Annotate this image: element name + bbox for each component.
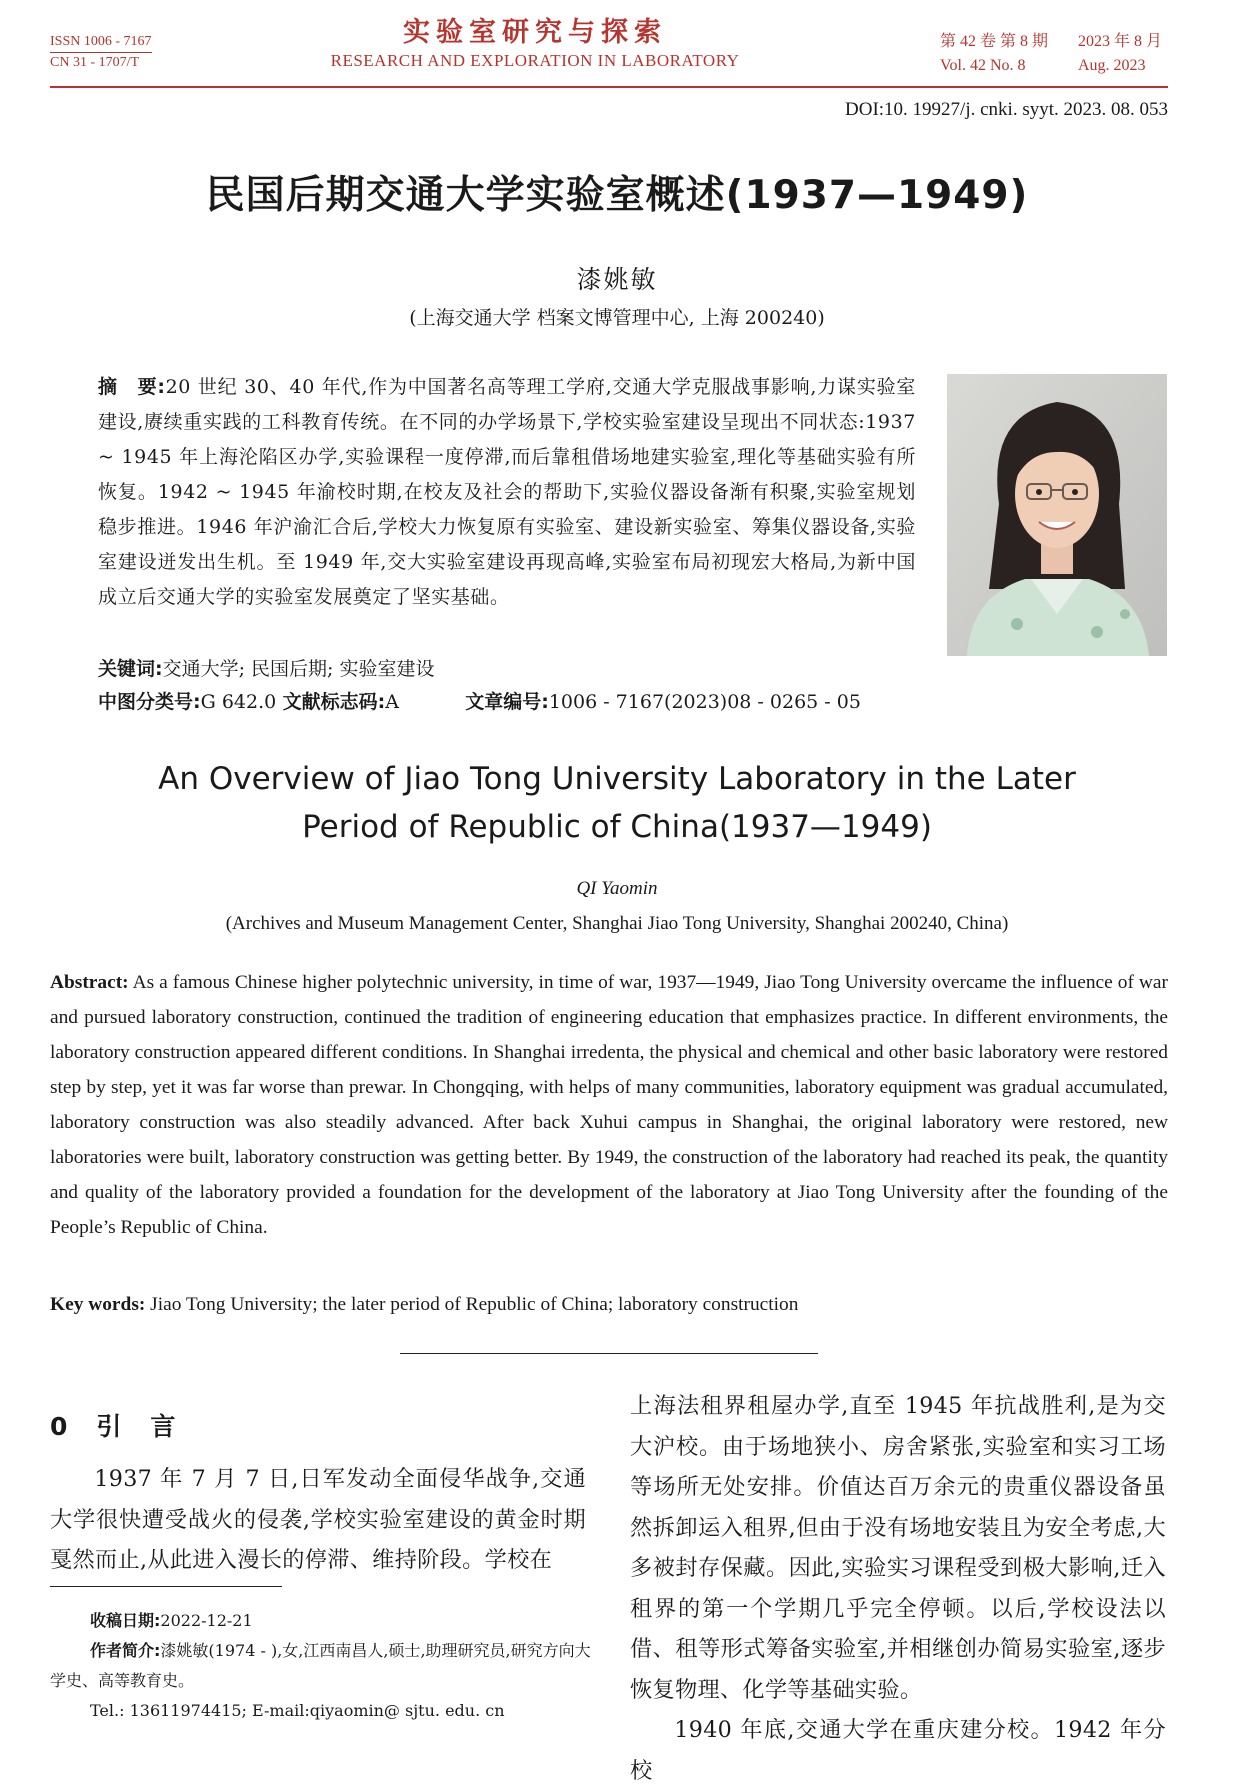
volume-en: Vol. 42 No. 8 (940, 57, 1026, 74)
doi: DOI:10. 19927/j. cnki. syyt. 2023. 08. 053 (845, 99, 1168, 120)
journal-name-block (300, 16, 770, 72)
paragraph: 上海法租界租屋办学,直至 1945 年抗战胜利,是为交大沪校。由于场地狭小、房舍紧张,实验室和实习工场等场所无处安排。价值达百万余元的贵重仪器设备虽然拆卸运入租界,但由于没有场地安装且为安全考虑,大多被封存保藏。因此,实验实习课程受到极大影响,迁入租界的第一个学期几乎完全停顿。以后,学校设法以借、租等形式筹备实验室,并相继创办简易实验室,逐步恢复物理、化学等基础实验。 (630, 1393, 1166, 1703)
article-number-value: 1006 - 7167(2023)08 - 0265 - 05 (548, 691, 861, 713)
received-label: 收稿日期: (90, 1611, 161, 1630)
affiliation-cn: (上海交通大学 档案文博管理中心, 上海 200240) (409, 307, 825, 329)
author-cn: 漆姚敏 (576, 265, 658, 294)
footnotes (50, 1606, 600, 1726)
classification-row (98, 687, 861, 714)
abstract-cn-text: 20 世纪 30、40 年代,作为中国著名高等理工学府,交通大学克服战事影响,力谋实验室建设,赓续重实践的工科教育传统。在不同的办学场景下,学校实验室建设呈现出不同状态:1937 ~ 1945 年上海沦陷区办学,实验课程一度停滞,而后靠租借场地建实验室,理化等基础实验有所恢复。1942 ~ 1945 年渝校时期,在校友及社会的帮助下,实验仪器设备渐有积聚,实验室规划稳步推进。1946 年沪渝汇合后,学校大力恢复原有实验室、建设新实验室、筹集仪器设备,实验室建设迸发出生机。至 1949 年,交大实验室建设再现高峰,实验室布局初现宏大格局,为新中国成立后交通大学的实验室发展奠定了坚实基础。 (98, 376, 917, 608)
article-title-en (0, 755, 1234, 851)
received-date: 2022-12-21 (160, 1611, 253, 1630)
body-column-left (50, 1459, 586, 1581)
abstract-en (50, 965, 1168, 1245)
title-en-line1: An Overview of Jiao Tong University Laboratory in the Later (158, 761, 1076, 797)
keywords-cn-label: 关键词: (98, 658, 163, 680)
date-en: Aug. 2023 (1078, 57, 1146, 74)
clc-label: 中图分类号: (98, 691, 201, 713)
keywords-cn (98, 652, 435, 687)
body-column-right (630, 1386, 1166, 1791)
doc-code-value: A (385, 691, 399, 713)
author-bio-label: 作者简介: (90, 1641, 161, 1660)
keywords-en-text: Jiao Tong University; the later period of Republic of China; laboratory construction (145, 1294, 799, 1315)
cn-number: CN 31 - 1707/T (50, 52, 152, 72)
date-cn: 2023 年 8 月 (1078, 33, 1163, 50)
keywords-en (50, 1287, 1168, 1322)
author-portrait-image (947, 374, 1167, 656)
author-photo (947, 374, 1167, 656)
footnote-rule (50, 1586, 282, 1587)
abstract-en-text: As a famous Chinese higher polytechnic university, in time of war, 1937—1949, Jiao Tong University overcame the influence of war and pursued laboratory construction, continued the tradition of engineering education that emphasizes practice. In different environments, the laboratory construction appeared different conditions. In Shanghai irredenta, the physical and chemical and other basic laboratory were restored step by step, yet it was far worse than prewar. In Chongqing, with helps of many communities, laboratory equipment was gradual accumulated, laboratory construction was also steadily advanced. After back Xuhui campus in Shanghai, the original laboratory were restored, new laboratories were built, laboratory construction was getting better. By 1949, the construction of the laboratory had reached its peak, the quantity and quality of the laboratory provided a foundation for the development of the laboratory at Jiao Tong University after the founding of the People’s Republic of China. (50, 972, 1168, 1238)
header-rule (50, 86, 1168, 88)
article-number-label: 文章编号: (465, 691, 549, 713)
abstract-cn (98, 370, 916, 615)
contact-info: Tel.: 13611974415; E-mail:qiyaomin@ sjtu. edu. cn (90, 1701, 505, 1720)
issue-info (940, 30, 1162, 78)
issn: ISSN 1006 - 7167 (50, 34, 152, 49)
volume-cn: 第 42 卷 第 8 期 (940, 33, 1049, 50)
section-heading-introduction: 0 引 言 (50, 1412, 178, 1441)
affiliation-en: (Archives and Museum Management Center, Shanghai Jiao Tong University, Shanghai 200240, China) (225, 913, 1009, 934)
doc-code-label: 文献标志码: (282, 691, 386, 713)
clc-value: G 642.0 (200, 691, 277, 713)
keywords-en-label: Key words: (50, 1294, 146, 1315)
journal-title-en: RESEARCH AND EXPLORATION IN LABORATORY (330, 51, 740, 70)
abstract-cn-label: 摘 要: (98, 376, 166, 398)
journal-id-block (50, 32, 152, 72)
keywords-cn-text: 交通大学; 民国后期; 实验室建设 (162, 658, 435, 680)
paragraph: 1940 年底,交通大学在重庆建分校。1942 年分校 (630, 1717, 1166, 1784)
title-en-line2: Period of Republic of China(1937—1949) (302, 809, 932, 845)
author-bio: 漆姚敏(1974 - ),女,江西南昌人,硕士,助理研究员,研究方向大学史、高等教育史。 (50, 1641, 591, 1690)
article-title-cn: 民国后期交通大学实验室概述(1937—1949) (205, 173, 1029, 218)
journal-title-cn: 实验室研究与探索 (403, 17, 667, 48)
section-divider (400, 1353, 818, 1354)
paragraph: 1937 年 7 月 7 日,日军发动全面侵华战争,交通大学很快遭受战火的侵袭,学校实验室建设的黄金时期戛然而止,从此进入漫长的停滞、维持阶段。学校在 (50, 1466, 586, 1573)
abstract-en-label: Abstract: (50, 972, 129, 993)
author-en: QI Yaomin (576, 878, 658, 899)
